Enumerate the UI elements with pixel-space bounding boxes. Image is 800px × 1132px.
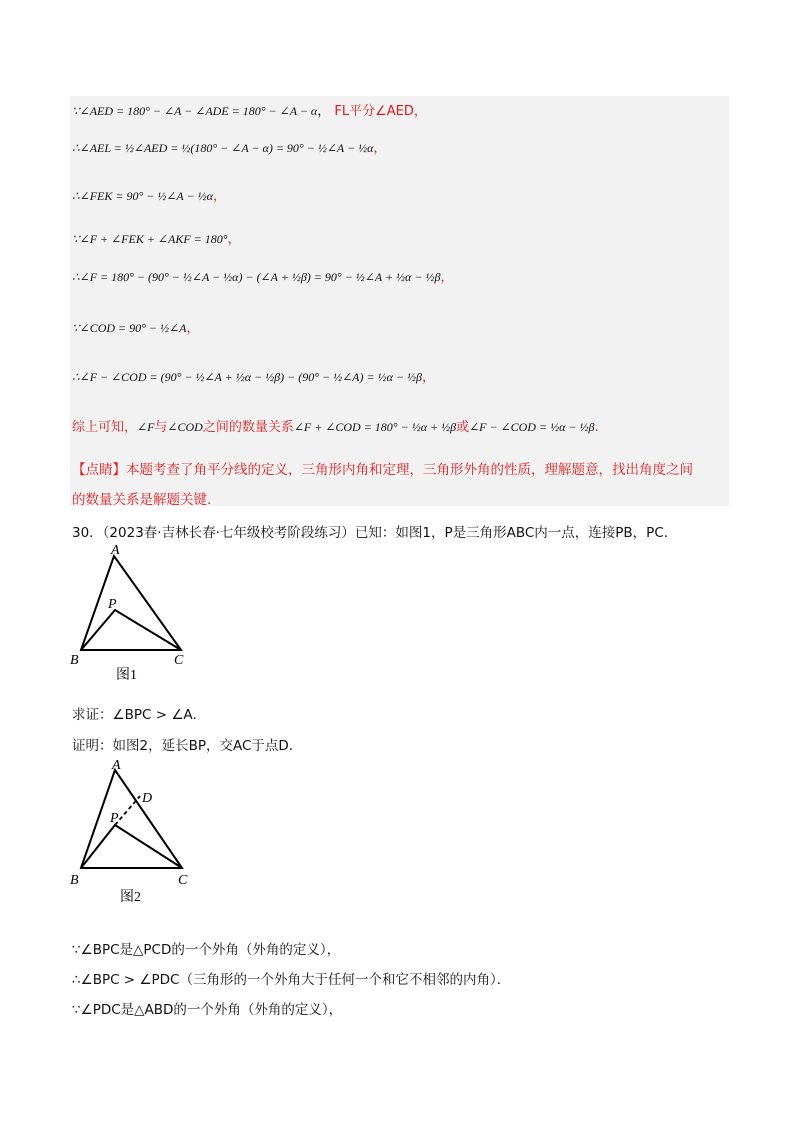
conclusion-prefix: 综上可知，: [72, 420, 138, 435]
solution-line-4: [72, 228, 241, 247]
punct: ，: [212, 189, 226, 204]
label-b: B: [70, 873, 79, 888]
math-expression: ∴∠F − ∠COD = (90° − ½∠A + ½α − ½β) − (90° − ½∠A) = ½α − ½β: [72, 370, 422, 384]
solution-line-6: [72, 317, 199, 336]
math-expression: ∴∠F = 180° − (90° − ½∠A − ½α) − (∠A + ½β) = 90° − ½∠A + ½α − ½β: [72, 270, 441, 284]
punct: ，: [373, 141, 387, 156]
punct: ，: [421, 370, 435, 385]
math-expression: ∠F + ∠COD = 180° − ½α + ½β: [293, 420, 457, 434]
figure-caption: 图2: [120, 890, 141, 905]
label-p: P: [110, 811, 119, 826]
proof-intro: 证明：如图2，延长BP，交AC于点D．: [72, 738, 303, 754]
label-a: A: [112, 758, 121, 773]
math-expression: ∵∠AED = 180° − ∠A − ∠ADE = 180° − ∠A − α: [72, 104, 318, 118]
punct: .: [594, 420, 599, 435]
proof-step-2: ∴∠BPC > ∠PDC（三角形的一个外角大于任何一个和它不相邻的内角）．: [72, 972, 511, 988]
comment-line-1: 【点睛】本题考查了角平分线的定义，三角形内角和定理，三角形外角的性质，理解题意，找出角度之间: [72, 462, 693, 478]
label-d: D: [142, 791, 153, 806]
label-b: B: [70, 653, 79, 668]
conclusion-text: 之间的数量关系: [202, 420, 294, 435]
prove-statement: 求证：∠BPC > ∠A．: [72, 707, 207, 723]
solution-line-7: [72, 366, 435, 385]
math-expression: ∠F − ∠COD = ½α − ½β: [469, 420, 595, 434]
label-c: C: [178, 873, 188, 888]
punct: ，: [440, 270, 454, 285]
math-expression: ∠F: [137, 420, 155, 434]
triangle-abc: [81, 556, 181, 650]
solution-conclusion: [72, 416, 599, 435]
triangle-abc: [81, 770, 182, 868]
figure-1: [66, 540, 196, 685]
red-note: FL平分∠AED: [334, 104, 414, 119]
math-expression: ∠COD: [167, 420, 203, 434]
math-expression: ∵∠F + ∠FEK + ∠AKF = 180°: [72, 232, 228, 246]
solution-line-1: [72, 100, 427, 119]
punct: ，: [227, 232, 241, 247]
math-expression: ∴∠FEK = 90° − ½∠A − ½α: [72, 189, 213, 203]
label-c: C: [174, 653, 184, 668]
math-expression: ∴∠AEL = ½∠AED = ½(180° − ∠A − α) = 90° − ½∠A − ½α: [72, 141, 374, 155]
punct: ，: [317, 104, 331, 119]
punct: ，: [186, 321, 200, 336]
conclusion-text: 或: [456, 420, 470, 435]
figure-2: [66, 756, 206, 906]
conclusion-text: 与: [154, 420, 168, 435]
solution-line-5: [72, 266, 453, 285]
proof-step-3: ∵∠PDC是△ABD的一个外角（外角的定义），: [72, 1002, 343, 1018]
figure-caption: 图1: [116, 668, 137, 683]
label-p: P: [108, 597, 117, 612]
problem-header: 30．（2023春·吉林长春·七年级校考阶段练习）已知：如图1，P是三角形ABC内一点，连接PB，PC．: [72, 525, 678, 541]
solution-panel: [70, 96, 729, 506]
solution-line-2: [72, 137, 386, 156]
math-expression: ∵∠COD = 90° − ½∠A: [72, 321, 187, 335]
punct: ，: [413, 104, 427, 119]
label-a: A: [111, 543, 120, 558]
solution-line-3: [72, 185, 226, 204]
comment-line-2: 的数量关系是解题关键.: [72, 492, 212, 508]
proof-step-1: ∵∠BPC是△PCD的一个外角（外角的定义），: [72, 942, 341, 958]
